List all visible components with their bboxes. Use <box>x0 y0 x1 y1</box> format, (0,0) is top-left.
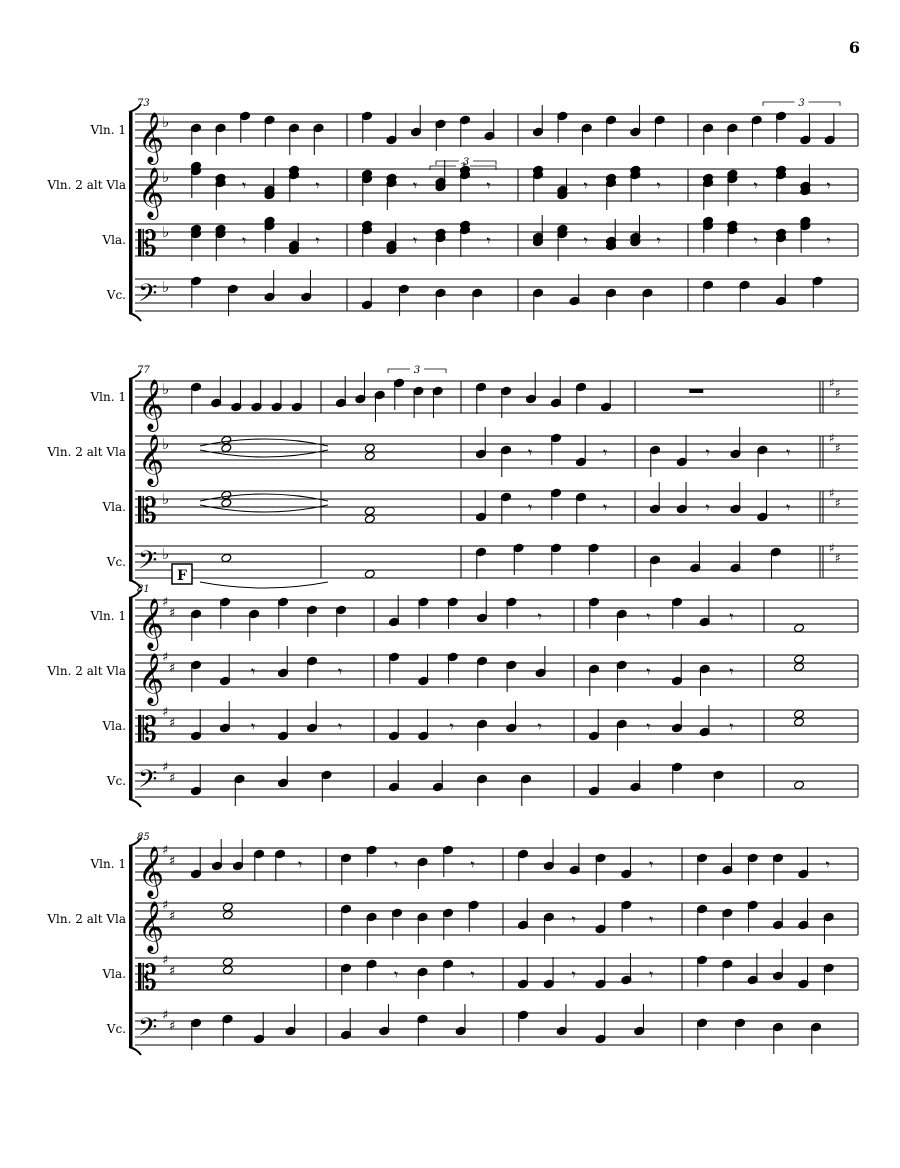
notehead <box>364 569 375 579</box>
sharp-key-signature-icon: ♯ <box>169 606 176 621</box>
staff-1 <box>90 591 859 651</box>
instrument-label: Vln. 2 alt Vla <box>47 445 126 459</box>
eighth-rest-icon: 𝄾 <box>486 231 491 250</box>
treble-clef-icon: 𝄞 <box>138 901 165 952</box>
treble-clef-icon: 𝄞 <box>138 653 165 704</box>
staff-4 <box>106 1004 858 1054</box>
staff-1 <box>90 105 859 165</box>
notehead <box>221 443 232 453</box>
eighth-rest-icon: 𝄾 <box>649 910 654 929</box>
staff-1 <box>90 372 859 432</box>
system-1 <box>46 98 858 321</box>
sharp-key-signature-icon: ♯ <box>162 1008 169 1023</box>
eighth-rest-icon: 𝄾 <box>537 607 542 626</box>
instrument-label: Vc. <box>106 555 126 569</box>
staff-4 <box>106 756 858 806</box>
eighth-rest-icon: 𝄾 <box>825 855 830 874</box>
eighth-rest-icon: 𝄾 <box>470 965 475 984</box>
eighth-rest-icon: 𝄾 <box>486 176 491 195</box>
eighth-rest-icon: 𝄾 <box>646 662 651 681</box>
system-4 <box>46 832 858 1055</box>
notehead <box>794 662 805 672</box>
notehead <box>221 490 232 500</box>
eighth-rest-icon: 𝄾 <box>649 855 654 874</box>
instrument-label: Vln. 1 <box>90 857 126 871</box>
staff-3 <box>102 701 858 751</box>
system-bracket <box>129 598 133 799</box>
eighth-rest-icon: 𝄾 <box>753 176 758 195</box>
eighth-rest-icon: 𝄾 <box>571 910 576 929</box>
eighth-rest-icon: 𝄾 <box>251 717 256 736</box>
eighth-rest-icon: 𝄾 <box>753 231 758 250</box>
staff-2 <box>46 160 858 220</box>
sharp-key-signature-icon: ♯ <box>162 843 169 858</box>
flat-key-signature-icon: ♭ <box>162 545 170 563</box>
page-number: 6 <box>848 38 860 57</box>
sharp-key-change-icon: ♯ <box>835 551 841 565</box>
eighth-rest-icon: 𝄾 <box>298 855 303 874</box>
eighth-rest-icon: 𝄾 <box>338 662 343 681</box>
eighth-rest-icon: 𝄾 <box>583 231 588 250</box>
alto-clef-icon: 𝄡 <box>138 710 157 750</box>
alto-clef-icon: 𝄡 <box>138 491 157 531</box>
bracket-hook <box>129 1047 141 1055</box>
instrument-label: Vln. 2 alt Vla <box>47 912 126 926</box>
sharp-key-signature-icon: ♯ <box>169 771 176 786</box>
flat-key-signature-icon: ♭ <box>162 490 170 508</box>
measure-number: 85 <box>137 832 150 843</box>
notehead <box>222 965 233 975</box>
notehead <box>794 780 805 790</box>
eighth-rest-icon: 𝄾 <box>649 965 654 984</box>
eighth-rest-icon: 𝄾 <box>786 443 791 462</box>
sharp-key-signature-icon: ♯ <box>162 898 169 913</box>
flat-key-signature-icon: ♭ <box>162 113 170 131</box>
staff-3 <box>102 949 858 999</box>
staff-3 <box>102 482 858 531</box>
notehead <box>222 910 233 920</box>
notehead <box>794 623 805 633</box>
sharp-key-change-icon: ♯ <box>835 441 841 455</box>
system-3 <box>46 564 858 807</box>
sharp-key-signature-icon: ♯ <box>162 705 169 720</box>
flat-key-signature-icon: ♭ <box>162 380 170 398</box>
eighth-rest-icon: 𝄾 <box>646 717 651 736</box>
staff-4 <box>106 270 858 320</box>
flat-key-signature-icon: ♭ <box>162 168 170 186</box>
sharp-key-signature-icon: ♯ <box>162 760 169 775</box>
sharp-key-change-icon: ♯ <box>829 376 835 390</box>
triplet-number: 3 <box>462 157 470 168</box>
tie <box>200 505 328 512</box>
system-bracket <box>129 846 133 1047</box>
eighth-rest-icon: 𝄾 <box>826 231 831 250</box>
notehead <box>222 902 233 912</box>
staff-2 <box>46 898 858 954</box>
instrument-label: Vc. <box>106 288 126 302</box>
instrument-label: Vla. <box>102 967 126 981</box>
notehead <box>222 957 233 967</box>
bracket-hook <box>129 799 141 807</box>
eighth-rest-icon: 𝄾 <box>729 717 734 736</box>
treble-clef-icon: 𝄞 <box>138 846 165 897</box>
instrument-label: Vla. <box>102 233 126 247</box>
eighth-rest-icon: 𝄾 <box>470 855 475 874</box>
bracket-hook <box>129 313 141 321</box>
instrument-label: Vc. <box>106 1022 126 1036</box>
sharp-key-signature-icon: ♯ <box>162 953 169 968</box>
staff-1 <box>90 839 859 899</box>
staff-2 <box>46 646 858 706</box>
treble-clef-icon: 𝄞 <box>138 167 165 218</box>
instrument-label: Vln. 2 alt Vla <box>47 664 126 678</box>
sharp-key-change-icon: ♯ <box>829 486 835 500</box>
eighth-rest-icon: 𝄾 <box>394 965 399 984</box>
sharp-key-signature-icon: ♯ <box>169 661 176 676</box>
measure-number: 81 <box>137 584 150 595</box>
eighth-rest-icon: 𝄾 <box>705 443 710 462</box>
sharp-key-signature-icon: ♯ <box>162 650 169 665</box>
notehead <box>364 506 375 516</box>
tie <box>200 582 328 588</box>
notehead <box>364 514 375 524</box>
instrument-label: Vln. 2 alt Vla <box>47 178 126 192</box>
treble-clef-icon: 𝄞 <box>138 379 165 430</box>
instrument-label: Vla. <box>102 719 126 733</box>
bass-clef-icon: 𝄢 <box>138 279 158 314</box>
alto-clef-icon: 𝄡 <box>138 958 157 998</box>
instrument-label: Vln. 1 <box>90 390 126 404</box>
sharp-key-signature-icon: ♯ <box>169 1019 176 1034</box>
notehead <box>794 717 805 727</box>
notehead <box>364 451 375 461</box>
notehead <box>221 498 232 508</box>
system-bracket <box>129 379 133 580</box>
eighth-rest-icon: 𝄾 <box>528 443 533 462</box>
eighth-rest-icon: 𝄾 <box>413 176 418 195</box>
tie <box>200 439 328 446</box>
eighth-rest-icon: 𝄾 <box>705 498 710 517</box>
eighth-rest-icon: 𝄾 <box>338 717 343 736</box>
instrument-label: Vln. 1 <box>90 123 126 137</box>
eighth-rest-icon: 𝄾 <box>583 176 588 195</box>
eighth-rest-icon: 𝄾 <box>786 498 791 517</box>
triplet-number: 3 <box>798 98 805 109</box>
sharp-key-signature-icon: ♯ <box>169 716 176 731</box>
tie <box>200 494 328 501</box>
notehead <box>794 654 805 664</box>
triplet-number: 3 <box>459 162 467 173</box>
eighth-rest-icon: 𝄾 <box>603 498 608 517</box>
rehearsal-mark: F <box>177 568 187 584</box>
bass-clef-icon: 𝄢 <box>138 546 158 581</box>
eighth-rest-icon: 𝄾 <box>394 855 399 874</box>
flat-key-signature-icon: ♭ <box>162 435 170 453</box>
instrument-label: Vla. <box>102 500 126 514</box>
notehead <box>364 443 375 453</box>
instrument-label: Vc. <box>106 774 126 788</box>
sharp-key-signature-icon: ♯ <box>169 964 176 979</box>
eighth-rest-icon: 𝄾 <box>729 607 734 626</box>
eighth-rest-icon: 𝄾 <box>646 607 651 626</box>
eighth-rest-icon: 𝄾 <box>656 176 661 195</box>
sharp-key-change-icon: ♯ <box>835 496 841 510</box>
flat-key-signature-icon: ♭ <box>162 278 170 296</box>
half-rest-icon <box>689 389 703 393</box>
measure-number: 77 <box>137 365 150 376</box>
sharp-key-signature-icon: ♯ <box>169 909 176 924</box>
eighth-rest-icon: 𝄾 <box>413 231 418 250</box>
sharp-key-change-icon: ♯ <box>835 386 841 400</box>
staff-4 <box>106 541 858 587</box>
treble-clef-icon: 𝄞 <box>138 112 165 163</box>
alto-clef-icon: 𝄡 <box>138 224 157 264</box>
treble-clef-icon: 𝄞 <box>138 598 165 649</box>
treble-clef-icon: 𝄞 <box>138 434 165 485</box>
system-bracket <box>129 112 133 313</box>
eighth-rest-icon: 𝄾 <box>656 231 661 250</box>
flat-key-signature-icon: ♭ <box>162 223 170 241</box>
eighth-rest-icon: 𝄾 <box>315 176 320 195</box>
notehead <box>221 553 232 563</box>
sharp-key-change-icon: ♯ <box>829 431 835 445</box>
instrument-label: Vln. 1 <box>90 609 126 623</box>
bass-clef-icon: 𝄢 <box>138 765 158 800</box>
eighth-rest-icon: 𝄾 <box>603 443 608 462</box>
notehead <box>221 435 232 445</box>
notehead <box>794 709 805 719</box>
eighth-rest-icon: 𝄾 <box>528 498 533 517</box>
eighth-rest-icon: 𝄾 <box>449 717 454 736</box>
system-2 <box>46 365 858 588</box>
eighth-rest-icon: 𝄾 <box>571 965 576 984</box>
eighth-rest-icon: 𝄾 <box>537 717 542 736</box>
tie <box>200 450 328 457</box>
sharp-key-signature-icon: ♯ <box>169 854 176 869</box>
eighth-rest-icon: 𝄾 <box>242 231 247 250</box>
sharp-key-change-icon: ♯ <box>829 541 835 555</box>
triplet-number: 3 <box>413 365 421 376</box>
eighth-rest-icon: 𝄾 <box>251 662 256 681</box>
eighth-rest-icon: 𝄾 <box>315 231 320 250</box>
staff-2 <box>46 427 858 487</box>
staff-3 <box>102 215 858 265</box>
eighth-rest-icon: 𝄾 <box>242 176 247 195</box>
measure-number: 73 <box>137 98 150 109</box>
sharp-key-signature-icon: ♯ <box>162 595 169 610</box>
eighth-rest-icon: 𝄾 <box>826 176 831 195</box>
bass-clef-icon: 𝄢 <box>138 1013 158 1048</box>
eighth-rest-icon: 𝄾 <box>729 662 734 681</box>
